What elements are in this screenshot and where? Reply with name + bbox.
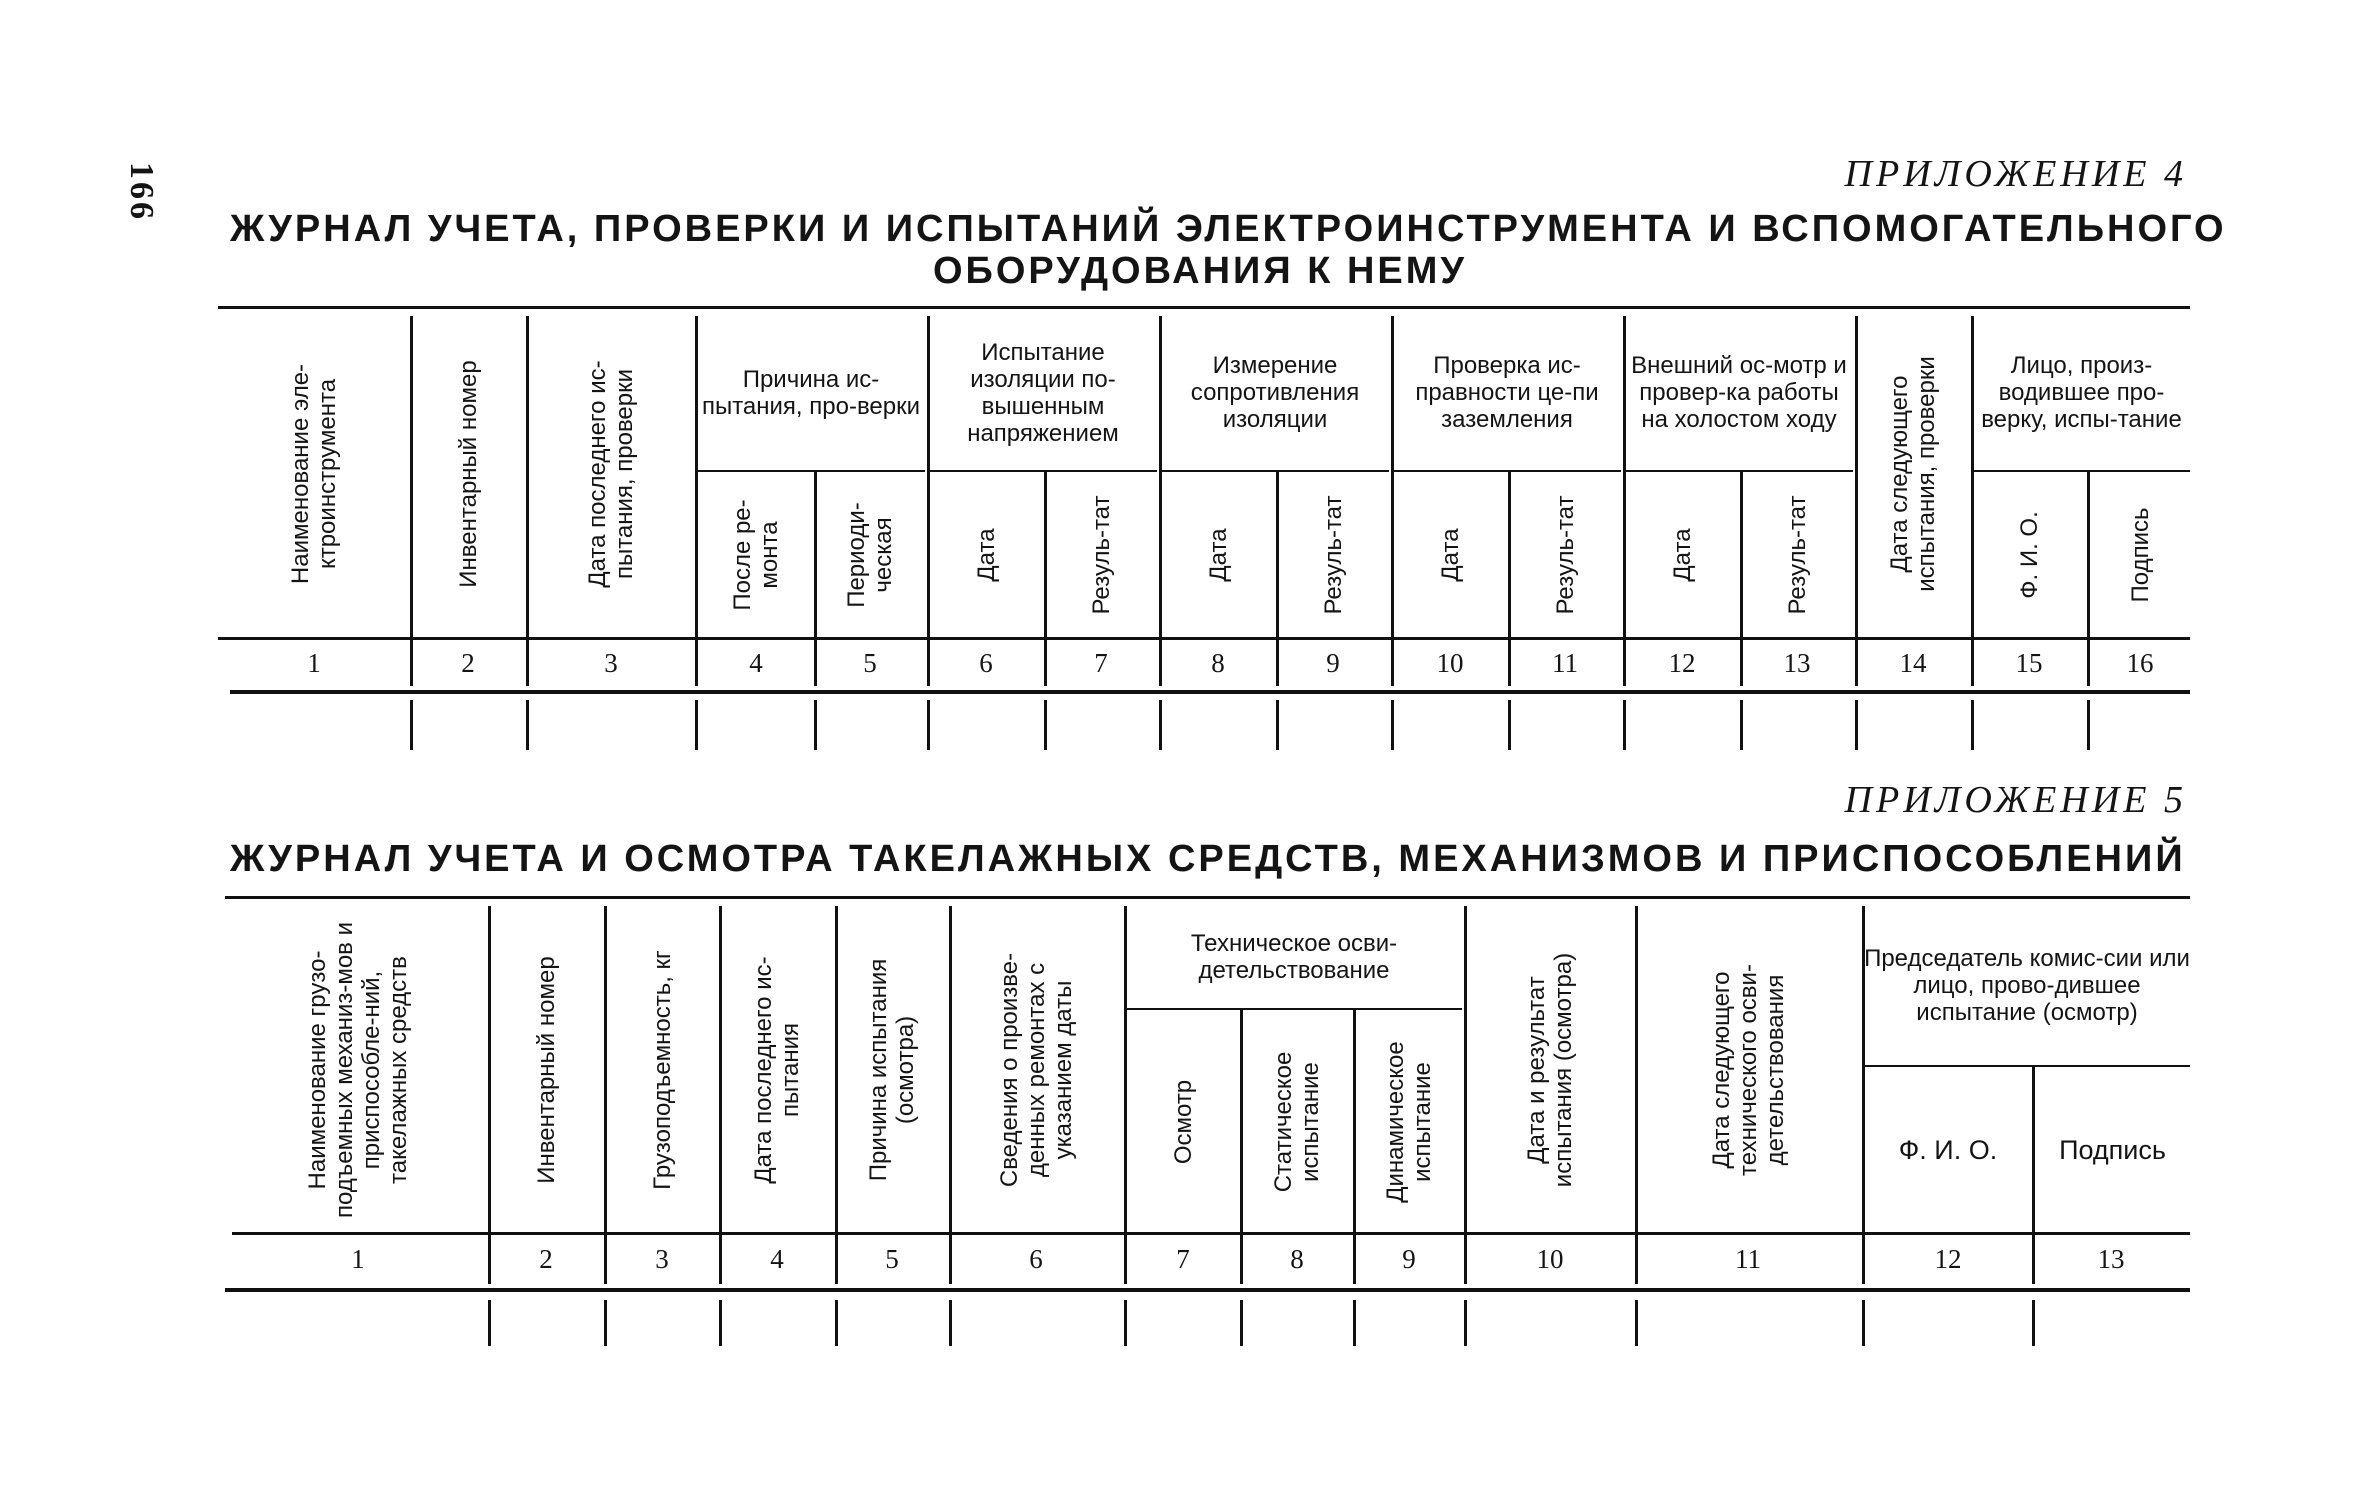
column-number: 7	[1176, 1244, 1190, 1274]
column-number: 3	[655, 1244, 669, 1274]
column-number: 8	[1211, 648, 1225, 678]
header-full-name: Ф. И. О.	[1898, 1134, 1998, 1165]
header-idle-check-group: Внешний ос-мотр и провер-ка работы на холостом ходу	[1631, 352, 1847, 433]
appendix5-label: ПРИЛОЖЕНИЕ 5	[1844, 779, 2187, 821]
column-number: 10	[1436, 648, 1464, 678]
column-number: 2	[461, 648, 475, 678]
header-tech-inspection-group: Техническое осви-детельствование	[1190, 930, 1398, 984]
header-result-9: Резуль-тат	[1319, 495, 1347, 615]
page-number: 166	[123, 162, 160, 222]
header-date-8: Дата	[1204, 528, 1232, 582]
header-chairman-group: Председатель комис-сии или лицо, прово-дившее испытание (осмотр)	[1864, 944, 2190, 1026]
appendix4-title-line1: ЖУРНАЛ УЧЕТА, ПРОВЕРКИ И ИСПЫТАНИЙ ЭЛЕКТРОИНСТРУМЕНТА И ВСПОМОГАТЕЛЬНОГО	[230, 208, 2227, 250]
column-number: 4	[749, 648, 763, 678]
header-test-reason: Причина испытания (осмотра)	[865, 958, 919, 1182]
column-number: 13	[1783, 648, 1811, 678]
header-inventory-number: Инвентарный номер	[454, 360, 482, 588]
header-result-11: Резуль-тат	[1551, 495, 1579, 615]
column-number: 6	[1029, 1244, 1043, 1274]
appendix5-title: ЖУРНАЛ УЧЕТА И ОСМОТРА ТАКЕЛАЖНЫХ СРЕДСТВ, МЕХАНИЗМОВ И ПРИСПОСОБЛЕНИЙ	[230, 838, 2186, 880]
header-inspection: Осмотр	[1169, 1079, 1197, 1165]
header-date-6: Дата	[972, 528, 1000, 582]
header-reason-group: Причина ис-пытания, про-верки	[701, 365, 921, 420]
header-resistance-group: Измерение сопротивления изоляции	[1190, 352, 1360, 433]
column-number: 10	[1536, 1244, 1564, 1274]
header-grounding-group: Проверка ис-правности це-пи заземления	[1415, 352, 1599, 433]
column-number: 3	[604, 648, 618, 678]
header-date-12: Дата	[1668, 528, 1696, 582]
column-number: 15	[2015, 648, 2043, 678]
header-after-repair: После ре-монта	[729, 499, 783, 611]
header-inventory-number: Инвентарный номер	[532, 956, 560, 1184]
header-result-13: Резуль-тат	[1783, 495, 1811, 615]
header-load-capacity: Грузоподъемность, кг	[648, 950, 676, 1190]
header-dynamic-test: Динамическое испытание	[1382, 1041, 1436, 1203]
header-date-10: Дата	[1436, 528, 1464, 582]
column-number: 7	[1094, 648, 1108, 678]
header-date-and-result: Дата и результат испытания (осмотра)	[1523, 952, 1577, 1188]
column-number: 14	[1899, 648, 1927, 678]
header-periodic: Периоди-ческая	[843, 502, 897, 608]
column-number: 4	[770, 1244, 784, 1274]
header-tool-name: Наименование элe-ктроинструмента	[287, 363, 341, 585]
header-result-7: Резуль-тат	[1087, 495, 1115, 615]
column-number: 5	[863, 648, 877, 678]
column-number: 1	[351, 1244, 365, 1274]
column-number: 6	[979, 648, 993, 678]
column-number: 16	[2126, 648, 2154, 678]
column-number: 8	[1290, 1244, 1304, 1274]
column-number: 12	[1934, 1244, 1962, 1274]
column-number: 5	[885, 1244, 899, 1274]
header-person-group: Лицо, произ-водившее про-верку, испы-тание	[1981, 352, 2182, 433]
column-number: 12	[1668, 648, 1696, 678]
column-number: 9	[1326, 648, 1340, 678]
column-number: 2	[539, 1244, 553, 1274]
header-full-name: Ф. И. О.	[2015, 511, 2043, 599]
header-insulation-test-group: Испытание изоляции по-вышенным напряжением	[967, 338, 1119, 447]
column-number: 1	[307, 648, 321, 678]
header-signature: Подпись	[2126, 507, 2154, 603]
header-next-test-date: Дата следующего испытания, проверки	[1886, 356, 1940, 592]
column-number: 9	[1402, 1244, 1416, 1274]
header-last-test-date: Дата последнего ис-пытания	[750, 956, 804, 1184]
header-next-inspection-date: Дата следующего технического осви-детельствования	[1707, 964, 1789, 1176]
header-static-test: Статическое испытание	[1270, 1051, 1324, 1193]
column-number: 13	[2097, 1244, 2125, 1274]
header-equipment-name: Наименование грузо-подъемных механиз-мов и приспособле-ний, такелажных средств	[304, 921, 412, 1219]
header-repairs-info: Сведения о произве-денных ремонтах с указанием даты	[995, 952, 1077, 1188]
appendix4-title-line2: ОБОРУДОВАНИЯ К НЕМУ	[932, 250, 1468, 292]
appendix4-label: ПРИЛОЖЕНИЕ 4	[1844, 153, 2187, 195]
column-number: 11	[1552, 648, 1578, 678]
header-last-test-date: Дата последнего ис-пытания, проверки	[584, 360, 638, 588]
header-signature: Подпись	[2059, 1134, 2166, 1165]
column-number: 11	[1735, 1244, 1761, 1274]
